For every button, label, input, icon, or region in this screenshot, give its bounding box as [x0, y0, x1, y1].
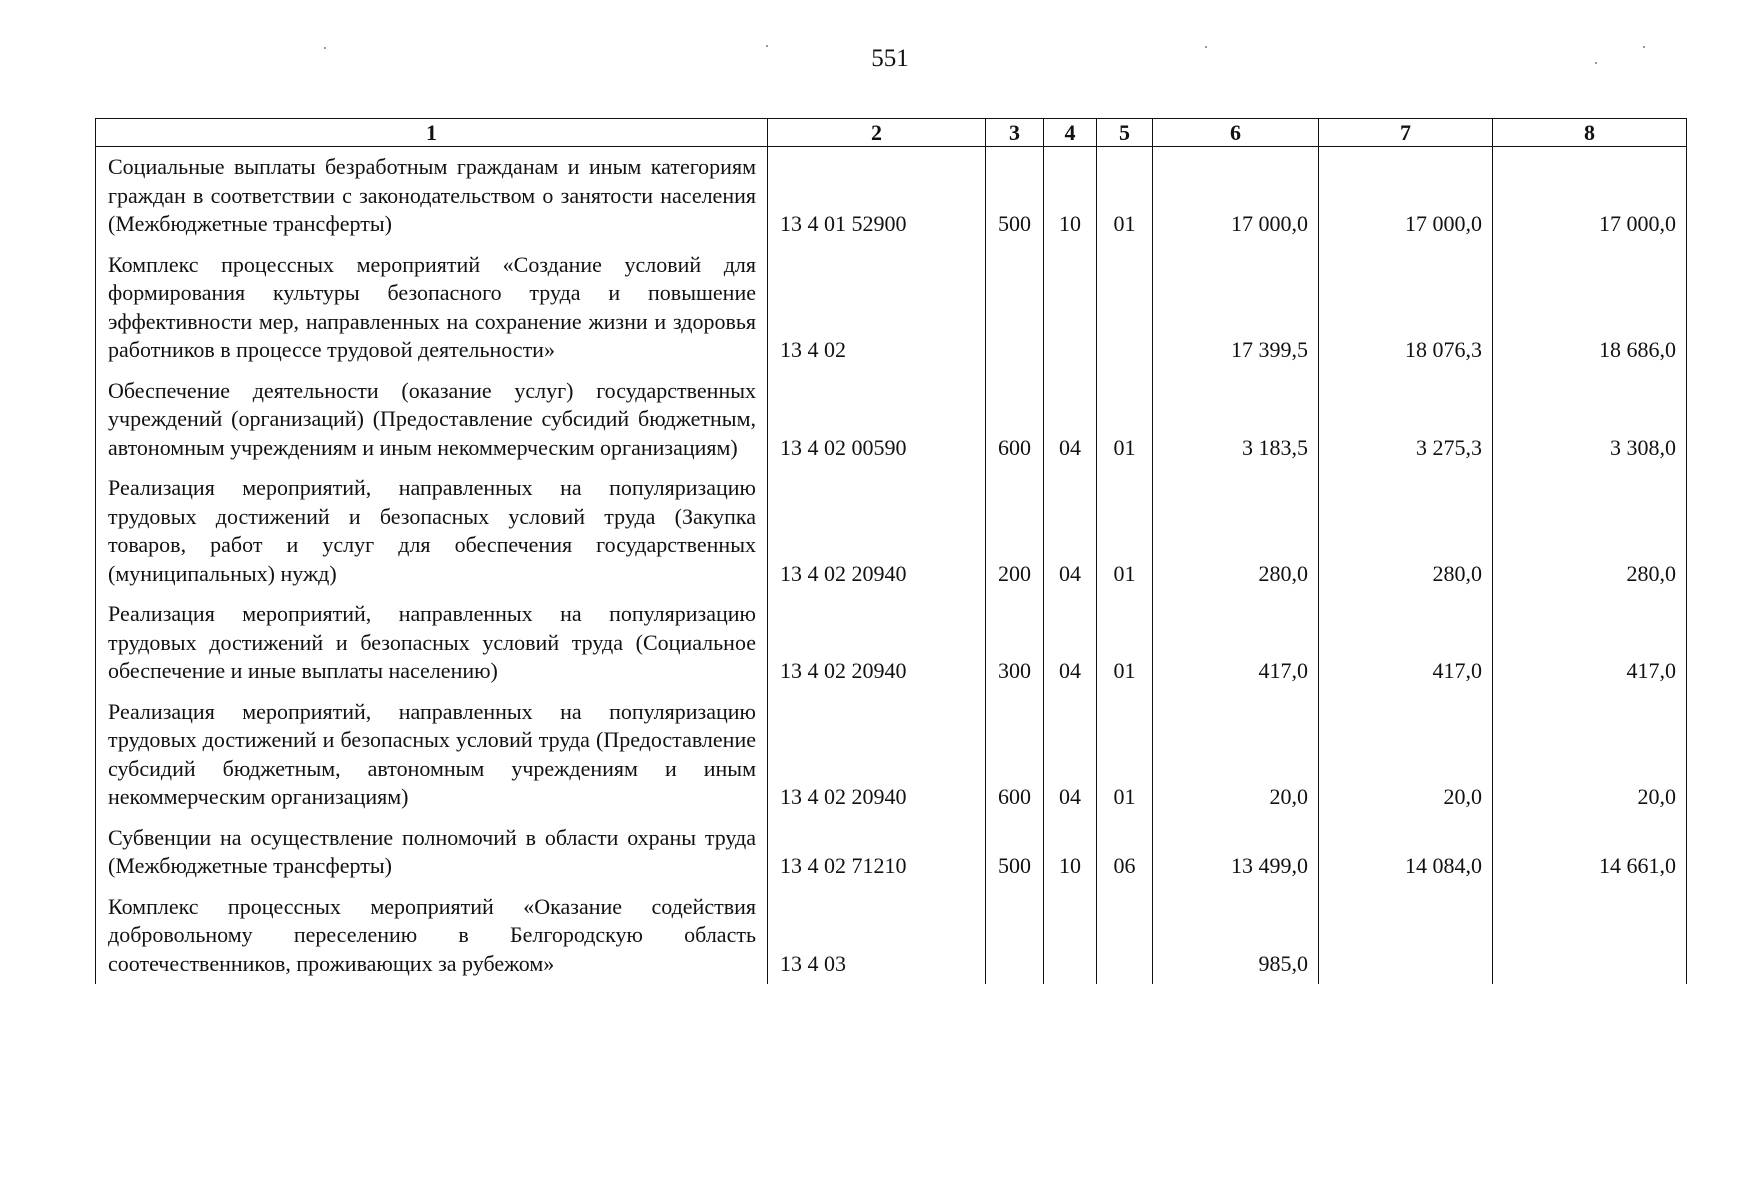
- row-col3: 200: [986, 468, 1044, 594]
- row-col3: 500: [986, 818, 1044, 887]
- column-header-2: 2: [768, 119, 986, 147]
- row-name: Реализация мероприятий, направленных на популяризацию трудовых достижений и безопасных условий труда (Закупка товаров, работ и услуг для обеспечения государственных (муниципальных) нужд): [96, 468, 768, 594]
- row-col4: 04: [1044, 692, 1097, 818]
- row-col4: 10: [1044, 818, 1097, 887]
- row-value-8: 14 661,0: [1493, 818, 1687, 887]
- row-col4: 10: [1044, 147, 1097, 245]
- table-row: [96, 692, 1687, 818]
- row-value-8: 417,0: [1493, 594, 1687, 692]
- row-value-8: [1493, 887, 1687, 985]
- row-col5: 01: [1097, 147, 1153, 245]
- row-value-7: [1319, 887, 1493, 985]
- row-col4: 04: [1044, 468, 1097, 594]
- row-value-7: 20,0: [1319, 692, 1493, 818]
- row-code: 13 4 02 71210: [768, 818, 986, 887]
- row-col4: 04: [1044, 371, 1097, 469]
- row-value-7: 280,0: [1319, 468, 1493, 594]
- budget-table: [95, 118, 1687, 984]
- table-row: [96, 147, 1687, 245]
- row-name: Субвенции на осуществление полномочий в области охраны труда (Межбюджетные трансферты): [96, 818, 768, 887]
- row-name: Комплекс процессных мероприятий «Создание условий для формирования культуры безопасного труда и повышение эффективности мер, направленных на сохранение жизни и здоровья работников в процессе трудовой деятельности»: [96, 245, 768, 371]
- table-row: [96, 887, 1687, 985]
- row-name: Реализация мероприятий, направленных на популяризацию трудовых достижений и безопасных условий труда (Социальное обеспечение и иные выплаты населению): [96, 594, 768, 692]
- row-value-8: 17 000,0: [1493, 147, 1687, 245]
- row-col3: [986, 245, 1044, 371]
- row-col4: [1044, 245, 1097, 371]
- row-value-8: 20,0: [1493, 692, 1687, 818]
- row-col4: [1044, 887, 1097, 985]
- column-header-4: 4: [1044, 119, 1097, 147]
- row-value-8: 18 686,0: [1493, 245, 1687, 371]
- row-name: Комплекс процессных мероприятий «Оказание содействия добровольному переселению в Белгородскую область соотечественников, проживающих за рубежом»: [96, 887, 768, 985]
- row-code: 13 4 02 00590: [768, 371, 986, 469]
- header-row: [96, 119, 1687, 147]
- row-name: Обеспечение деятельности (оказание услуг) государственных учреждений (организаций) (Предоставление субсидий бюджетным, автономным учреждениям и иным некоммерческим организациям): [96, 371, 768, 469]
- table-row: [96, 245, 1687, 371]
- row-col5: [1097, 887, 1153, 985]
- row-col5: 01: [1097, 371, 1153, 469]
- row-value-6: 17 399,5: [1153, 245, 1319, 371]
- row-name: Реализация мероприятий, направленных на популяризацию трудовых достижений и безопасных условий труда (Предоставление субсидий бюджетным, автономным учреждениям и иным некоммерческим организациям): [96, 692, 768, 818]
- column-header-6: 6: [1153, 119, 1319, 147]
- row-col3: 600: [986, 371, 1044, 469]
- row-value-7: 3 275,3: [1319, 371, 1493, 469]
- row-code: 13 4 02 20940: [768, 692, 986, 818]
- row-col5: 06: [1097, 818, 1153, 887]
- row-value-8: 280,0: [1493, 468, 1687, 594]
- row-col5: 01: [1097, 692, 1153, 818]
- row-value-6: 280,0: [1153, 468, 1319, 594]
- row-col3: 500: [986, 147, 1044, 245]
- row-value-6: 417,0: [1153, 594, 1319, 692]
- page-number: 551: [871, 45, 909, 72]
- row-col3: 300: [986, 594, 1044, 692]
- row-col3: [986, 887, 1044, 985]
- row-value-7: 17 000,0: [1319, 147, 1493, 245]
- table-row: [96, 371, 1687, 469]
- row-code: 13 4 02 20940: [768, 468, 986, 594]
- row-col4: 04: [1044, 594, 1097, 692]
- column-header-7: 7: [1319, 119, 1493, 147]
- row-value-7: 18 076,3: [1319, 245, 1493, 371]
- column-header-8: 8: [1493, 119, 1687, 147]
- row-value-8: 3 308,0: [1493, 371, 1687, 469]
- budget-table-container: [95, 118, 1686, 984]
- row-col3: 600: [986, 692, 1044, 818]
- table-row: [96, 468, 1687, 594]
- row-value-6: 3 183,5: [1153, 371, 1319, 469]
- row-value-6: 985,0: [1153, 887, 1319, 985]
- row-value-7: 417,0: [1319, 594, 1493, 692]
- column-header-3: 3: [986, 119, 1044, 147]
- row-code: 13 4 01 52900: [768, 147, 986, 245]
- row-code: 13 4 02 20940: [768, 594, 986, 692]
- column-header-5: 5: [1097, 119, 1153, 147]
- row-code: 13 4 03: [768, 887, 986, 985]
- row-col5: 01: [1097, 468, 1153, 594]
- row-col5: [1097, 245, 1153, 371]
- row-value-6: 13 499,0: [1153, 818, 1319, 887]
- table-row: [96, 594, 1687, 692]
- row-value-7: 14 084,0: [1319, 818, 1493, 887]
- column-header-1: 1: [96, 119, 768, 147]
- row-value-6: 17 000,0: [1153, 147, 1319, 245]
- row-name: Социальные выплаты безработным гражданам и иным категориям граждан в соответствии с законодательством о занятости населения (Межбюджетные трансферты): [96, 147, 768, 245]
- row-col5: 01: [1097, 594, 1153, 692]
- row-code: 13 4 02: [768, 245, 986, 371]
- table-row: [96, 818, 1687, 887]
- row-value-6: 20,0: [1153, 692, 1319, 818]
